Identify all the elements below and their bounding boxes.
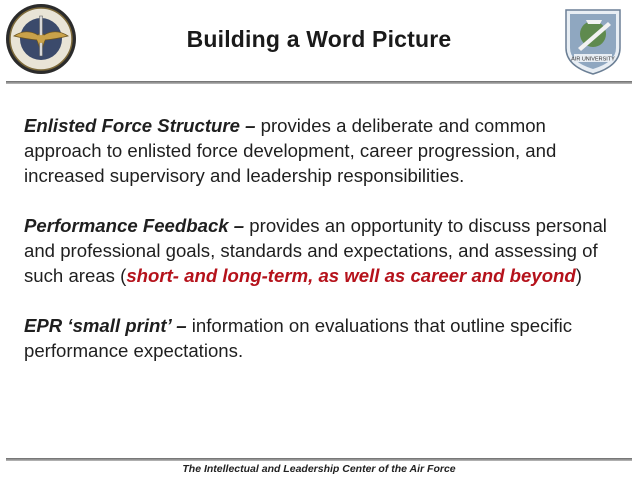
- highlighted-phrase: short- and long-term, as well as career and beyond: [126, 265, 576, 286]
- term-description: provides an opportunity to discuss personal and professional goals, standards and expectations, and assessing of such areas (: [24, 215, 607, 286]
- term-label: EPR ‘small print’ –: [24, 315, 187, 336]
- term-label: Enlisted Force Structure –: [24, 115, 256, 136]
- paragraph-enlisted-force-structure: [24, 113, 624, 188]
- term-description: information on evaluations that outline specific performance expectations.: [24, 315, 573, 361]
- footer-divider: [6, 458, 632, 461]
- closing-paren: ): [575, 265, 582, 286]
- footer-text: The Intellectual and Leadership Center of the Air Force: [176, 463, 461, 475]
- paragraph-performance-feedback: [24, 213, 624, 288]
- body-content: [24, 113, 624, 388]
- svg-text:AIR UNIVERSITY: AIR UNIVERSITY: [571, 56, 615, 63]
- term-description: provides a deliberate and common approach to enlisted force development, career progression, and increased supervisory and leadership responsibilities.: [24, 115, 557, 186]
- slide-title: Building a Word Picture: [186, 26, 452, 52]
- footer: [0, 463, 638, 475]
- paragraph-epr-small-print: [24, 313, 624, 363]
- term-label: Performance Feedback –: [24, 215, 245, 236]
- title-divider: [6, 81, 632, 84]
